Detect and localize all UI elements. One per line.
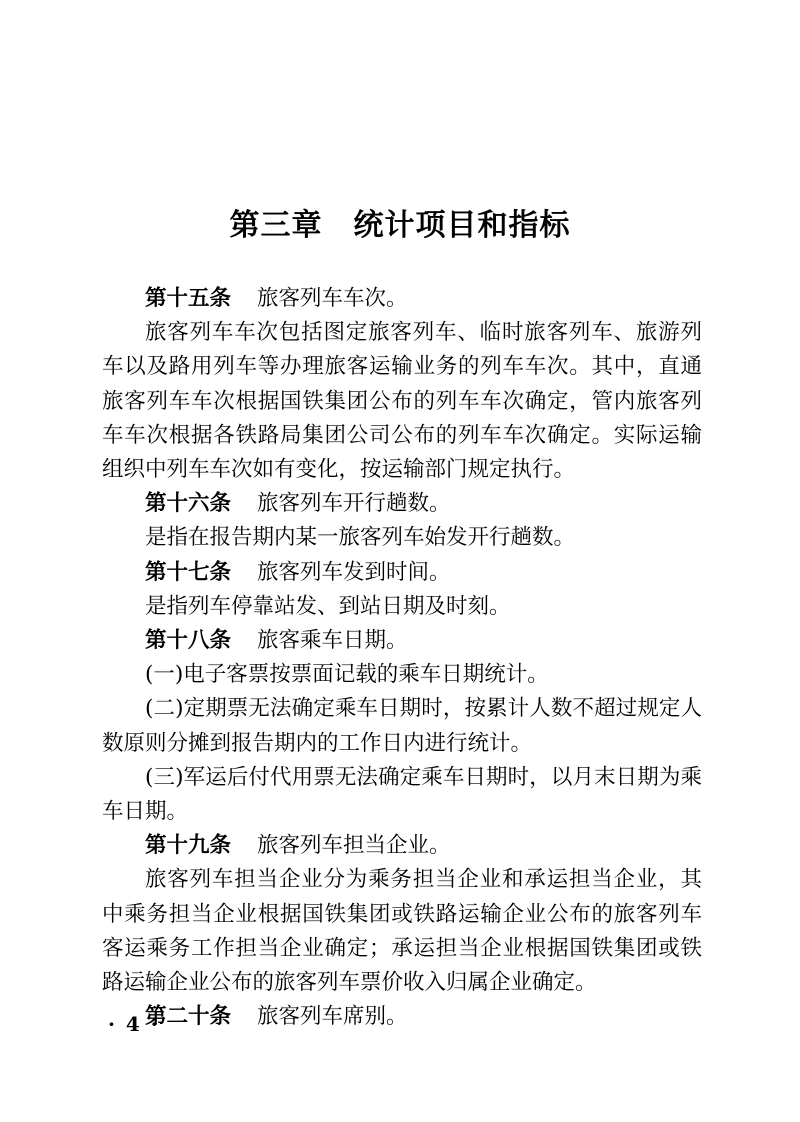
article-16-body: 是指在报告期内某一旅客列车始发开行趟数。 xyxy=(145,525,576,551)
article-number: 第十八条 xyxy=(145,628,232,654)
article-heading-17 xyxy=(102,556,702,590)
article-number: 第二十条 xyxy=(145,1004,232,1030)
article-number: 第十六条 xyxy=(145,491,232,517)
document-body xyxy=(102,282,702,1034)
article-number: 第十五条 xyxy=(145,286,232,311)
article-18-item-2: (二)定期票无法确定乘车日期时，按累计人数不超过规定人数原则分摊到报告期内的工作日内进行统计。 xyxy=(102,696,702,756)
article-title: 旅客列车开行趟数。 xyxy=(257,491,451,517)
article-title: 旅客列车担当企业。 xyxy=(257,833,451,859)
page-number: · 4 · xyxy=(108,1012,160,1036)
article-title: 旅客列车发到时间。 xyxy=(257,559,451,585)
article-19-body: 旅客列车担当企业分为乘务担当企业和承运担当企业，其中乘务担当企业根据国铁集团或铁路运输企业公布的旅客列车客运乘务工作担当企业确定；承运担当企业根据国铁集团或铁路运输企业公布的旅客列车票价收入归属企业确定。 xyxy=(102,867,702,996)
article-heading-19 xyxy=(102,829,702,863)
article-heading-18 xyxy=(102,624,702,658)
article-title: 旅客列车车次。 xyxy=(257,286,408,311)
article-15-body: 旅客列车车次包括图定旅客列车、临时旅客列车、旅游列车以及路用列车等办理旅客运输业务的列车车次。其中，直通旅客列车车次根据国铁集团公布的列车车次确定，管内旅客列车车次根据各铁路局集团公司公布的列车车次确定。实际运输组织中列车车次如有变化，按运输部门规定执行。 xyxy=(102,320,702,483)
article-18-item-1: (一)电子客票按票面记载的乘车日期统计。 xyxy=(145,662,549,688)
article-heading-16 xyxy=(102,487,702,521)
article-number: 第十九条 xyxy=(145,833,232,859)
article-17-body: 是指列车停靠站发、到站日期及时刻。 xyxy=(145,593,511,619)
article-18-item-3: (三)军运后付代用票无法确定乘车日期时，以月末日期为乘车日期。 xyxy=(102,764,702,825)
article-heading-15 xyxy=(102,282,702,316)
article-heading-20 xyxy=(102,1000,702,1034)
chapter-title: 第三章 统计项目和指标 xyxy=(229,208,571,243)
article-title: 旅客列车席别。 xyxy=(257,1004,408,1030)
article-number: 第十七条 xyxy=(145,559,232,585)
article-title: 旅客乘车日期。 xyxy=(257,628,408,654)
